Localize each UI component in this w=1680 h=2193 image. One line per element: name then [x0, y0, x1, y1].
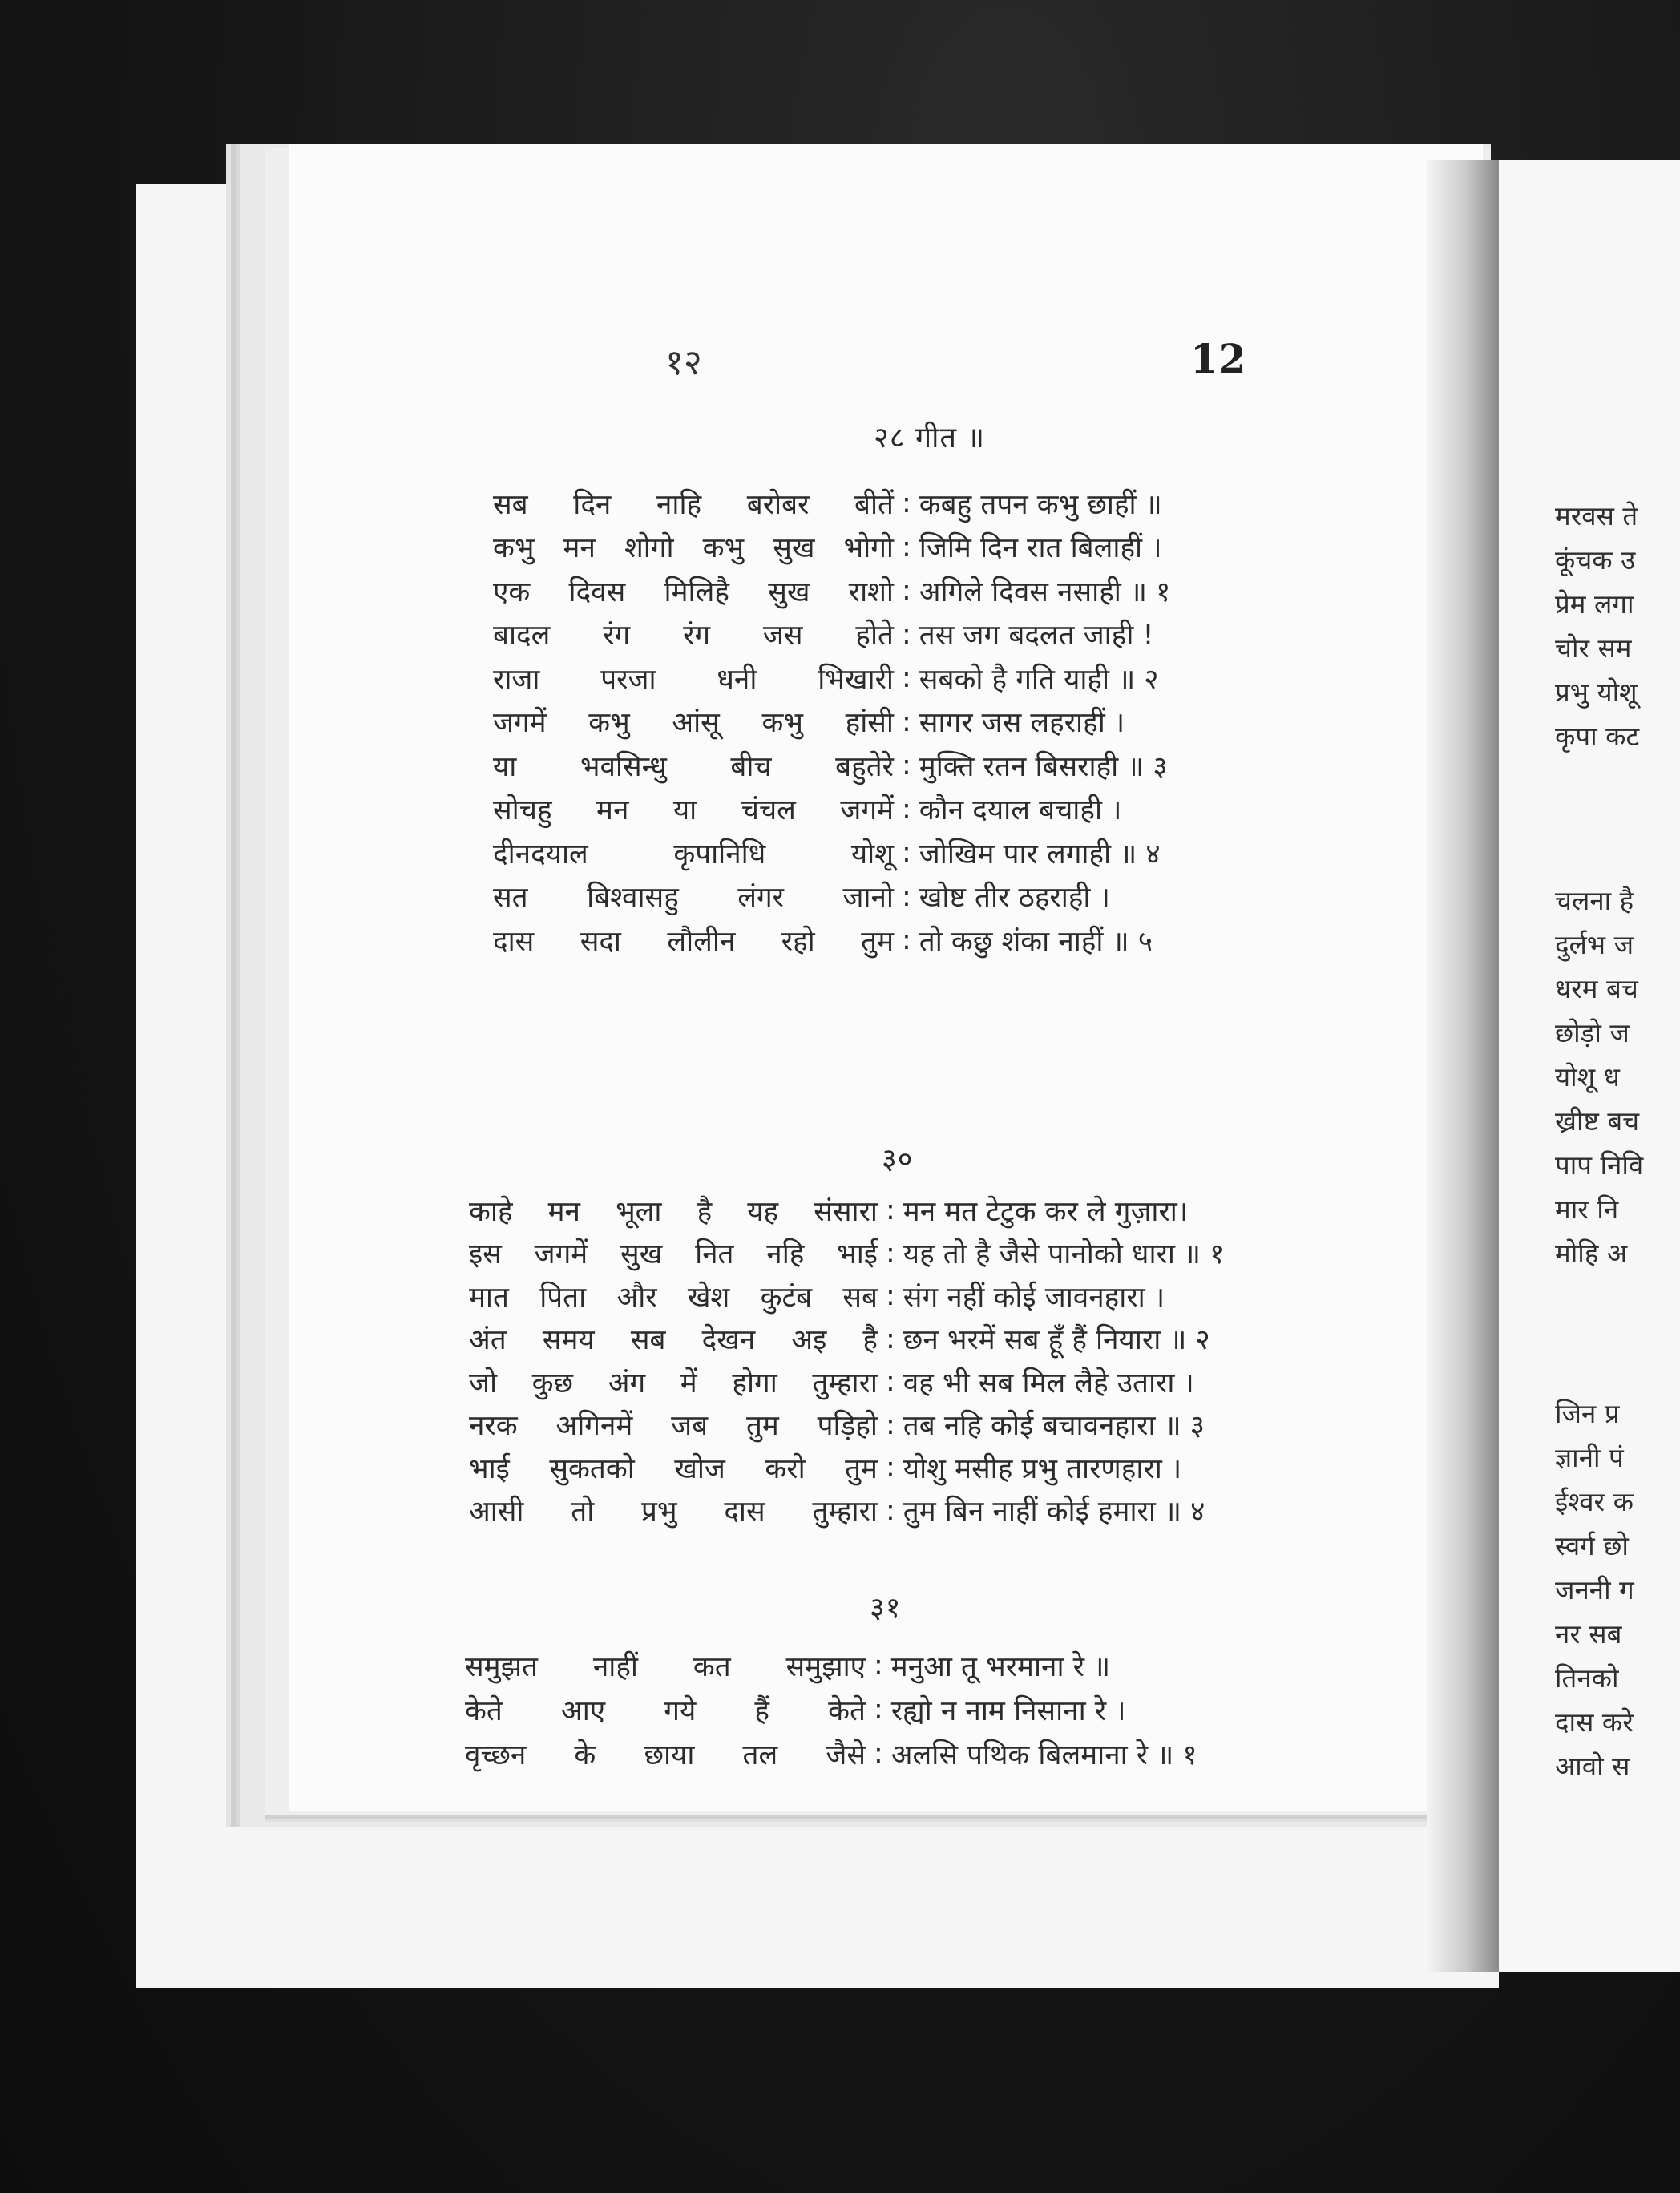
verse-second-half: मन मत टेटुक कर ले गुज़ारा। [903, 1195, 1189, 1228]
verse-second-half: खोष्ट तीर ठहराही । [919, 882, 1110, 914]
verse-line [469, 1188, 1188, 1233]
verse-line [493, 481, 1162, 526]
verse-separator: : [886, 1494, 895, 1527]
right-page-line: चलना है [1555, 885, 1634, 916]
verse-first-half: मात पिता और खेश कुटंब सब [469, 1281, 878, 1314]
verse-first-half: जो कुछ अंग में होगा तुम्हारा [469, 1367, 878, 1399]
verse-separator: : [886, 1237, 895, 1270]
verse-second-half: वह भी सब मिल लैहे उतारा । [903, 1367, 1194, 1399]
verse-separator: : [886, 1323, 895, 1355]
right-page-line: योशू ध [1555, 1061, 1620, 1092]
verse-second-half: रह्यो न नाम निसाना रे । [890, 1694, 1126, 1727]
verse-separator: : [902, 487, 911, 519]
verse-first-half: जगमें कभु आंसू कभु हांसी [493, 707, 894, 739]
verse-second-half: संग नहीं कोई जावनहारा । [903, 1281, 1165, 1314]
verse-line [469, 1445, 1181, 1490]
right-page-line: नर सब [1555, 1618, 1622, 1650]
right-page-line: छोड़ो ज [1555, 1017, 1630, 1048]
verse-first-half: वृच्छन के छाया तल जैसे [465, 1739, 866, 1771]
verse-separator: : [902, 662, 911, 694]
verse-line [493, 743, 1168, 788]
verse-second-half: यह तो है जैसे पानोको धारा ॥ १ [903, 1238, 1225, 1270]
verse-second-half: जिमि दिन रात बिलाहीं । [919, 532, 1162, 564]
right-page-line: प्रभु योशू [1555, 676, 1638, 708]
verse-line [469, 1403, 1205, 1448]
right-page-line: ईश्वर क [1555, 1486, 1634, 1517]
verse-first-half: राजा परजा धनी भिखारी [493, 663, 894, 696]
verse-first-half: दास सदा लौलीन रहो तुम [493, 925, 894, 958]
verse-line [493, 525, 1162, 570]
right-page-line: मोहि अ [1555, 1238, 1628, 1269]
verse-line [493, 787, 1121, 832]
song-heading: ३१ [870, 1592, 902, 1625]
verse-separator: : [902, 880, 911, 913]
page-number-devanagari: १२ [665, 342, 702, 383]
verse-first-half: बादल रंग रंग जस होते [493, 620, 894, 652]
right-page-line: प्रेम लगा [1555, 588, 1634, 620]
verse-first-half: कभु मन शोगो कभु सुख भोगो [493, 532, 894, 564]
verse-line [469, 1274, 1165, 1319]
verse-line [465, 1643, 1110, 1688]
verse-separator: : [902, 618, 911, 651]
verse-first-half: काहे मन भूला है यह संसारा [469, 1195, 878, 1228]
right-page-line: मरवस ते [1555, 500, 1638, 531]
song-heading: २८ गीत ॥ [874, 422, 986, 454]
verse-line [493, 700, 1125, 745]
verse-first-half: इस जगमें सुख नित नहि भाई [469, 1238, 878, 1270]
right-page-line: धरम बच [1555, 973, 1638, 1004]
verse-separator: : [902, 793, 911, 826]
verse-line [493, 874, 1110, 919]
verse-second-half: तस जग बदलत जाही ! [919, 620, 1154, 652]
right-page-line: कूंचक उ [1555, 544, 1636, 576]
verse-first-half: भाई सुकतको खोज करो तुम [469, 1452, 878, 1485]
verse-second-half: कबहु तपन कभु छाहीं ॥ [919, 488, 1162, 521]
verse-first-half: आसी तो प्रभु दास तुम्हारा [469, 1496, 878, 1528]
verse-second-half: मनुआ तू भरमाना रे ॥ [890, 1650, 1111, 1683]
left-page [289, 144, 1483, 1811]
verse-separator: : [902, 531, 911, 563]
right-page-line: स्वर्ग छो [1555, 1530, 1629, 1561]
verse-line [465, 1731, 1197, 1776]
verse-separator: : [902, 575, 911, 607]
page-number-latin: 12 [1190, 335, 1246, 382]
right-page-line: ख्रीष्ट बच [1555, 1105, 1640, 1137]
verse-separator: : [902, 837, 911, 869]
verse-first-half: एक दिवस मिलिहै सुख राशो [493, 576, 894, 608]
verse-separator: : [874, 1694, 883, 1726]
verse-second-half: छन भरमें सब हूँ हैं नियारा ॥ २ [903, 1324, 1210, 1356]
verse-second-half: अलसि पथिक बिलमाना रे ॥ १ [890, 1739, 1197, 1771]
verse-first-half: केते आए गये हैं केते [465, 1694, 866, 1727]
verse-separator: : [902, 749, 911, 781]
verse-separator: : [902, 705, 911, 738]
verse-separator: : [874, 1738, 883, 1770]
right-page-line: मार नि [1555, 1193, 1619, 1225]
verse-second-half: जोखिम पार लगाही ॥ ४ [919, 838, 1161, 870]
verse-line [469, 1488, 1205, 1533]
verse-second-half: तुम बिन नाहीं कोई हमारा ॥ ४ [903, 1496, 1205, 1528]
verse-line [465, 1687, 1125, 1732]
verse-first-half: सोचहु मन या चंचल जगमें [493, 794, 894, 826]
right-page-line: दुर्लभ ज [1555, 929, 1634, 960]
verse-line [493, 568, 1170, 613]
verse-line [493, 656, 1159, 701]
right-page-line: आवो स [1555, 1751, 1630, 1782]
verse-first-half: सब दिन नाहि बरोबर बीतें [493, 488, 894, 521]
verse-line [493, 830, 1161, 875]
verse-first-half: समुझत नाहीं कत समुझाए [465, 1650, 866, 1683]
verse-second-half: सबको है गति याही ॥ २ [919, 663, 1159, 696]
verse-line [493, 918, 1153, 963]
right-page-line: तिनको [1555, 1662, 1619, 1694]
verse-line [469, 1317, 1210, 1362]
right-page-line: पाप निवि [1555, 1149, 1644, 1181]
verse-second-half: तो कछु शंका नाहीं ॥ ५ [919, 925, 1153, 958]
verse-second-half: तब नहि कोई बचावनहारा ॥ ३ [903, 1410, 1205, 1442]
right-page-line: चोर सम [1555, 632, 1632, 664]
verse-first-half: अंत समय सब देखन अइ है [469, 1324, 878, 1356]
verse-separator: : [886, 1194, 895, 1226]
verse-first-half: या भवसिन्धु बीच बहुतेरे [493, 750, 894, 783]
verse-line [493, 612, 1154, 657]
verse-second-half: योशु मसीह प्रभु तारणहारा । [903, 1452, 1182, 1485]
verse-separator: : [902, 924, 911, 956]
right-page-line: जिन प्र [1555, 1398, 1620, 1429]
book-gutter [1427, 160, 1499, 1972]
verse-separator: : [886, 1408, 895, 1441]
song-heading: ३० [882, 1143, 914, 1176]
verse-line [469, 1231, 1224, 1276]
verse-second-half: सागर जस लहराहीं । [919, 707, 1125, 739]
verse-separator: : [886, 1452, 895, 1484]
right-page-line: कृपा कट [1555, 721, 1640, 752]
verse-line [469, 1359, 1194, 1404]
verse-first-half: नरक अगिनमें जब तुम पड़िहो [469, 1410, 878, 1442]
verse-second-half: अगिले दिवस नसाही ॥ १ [919, 576, 1171, 608]
right-page-line: दास करे [1555, 1706, 1634, 1738]
verse-separator: : [886, 1366, 895, 1398]
verse-first-half: सत बिश्वासहु लंगर जानो [493, 882, 894, 914]
right-page-line: जननी ग [1555, 1574, 1634, 1605]
verse-first-half: दीनदयाल कृपानिधि योशू [493, 838, 894, 870]
right-page-line: ज्ञानी पं [1555, 1442, 1624, 1473]
verse-separator: : [886, 1280, 895, 1312]
verse-second-half: कौन दयाल बचाही । [919, 794, 1122, 826]
verse-separator: : [874, 1650, 883, 1682]
verse-second-half: मुक्ति रतन बिसराही ॥ ३ [919, 750, 1168, 783]
